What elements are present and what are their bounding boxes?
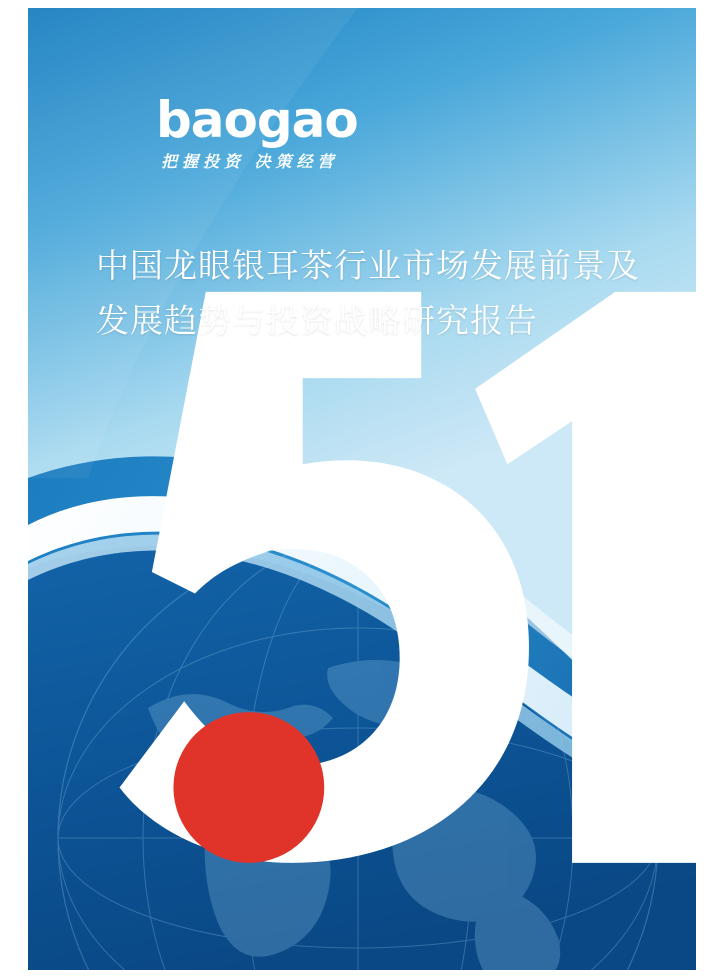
cover-artwork (28, 8, 696, 970)
brand-wordmark: baogao (156, 91, 358, 149)
title-line-2: 发展趋势与投资战略研究报告 (96, 301, 538, 340)
brand-logo (98, 91, 398, 183)
brand-tagline: 把握投资 决策经营 (161, 154, 339, 171)
title-line-1: 中国龙眼银耳茶行业市场发展前景及 (96, 246, 640, 285)
51-logo-mark (98, 91, 696, 970)
page-title (96, 238, 656, 348)
